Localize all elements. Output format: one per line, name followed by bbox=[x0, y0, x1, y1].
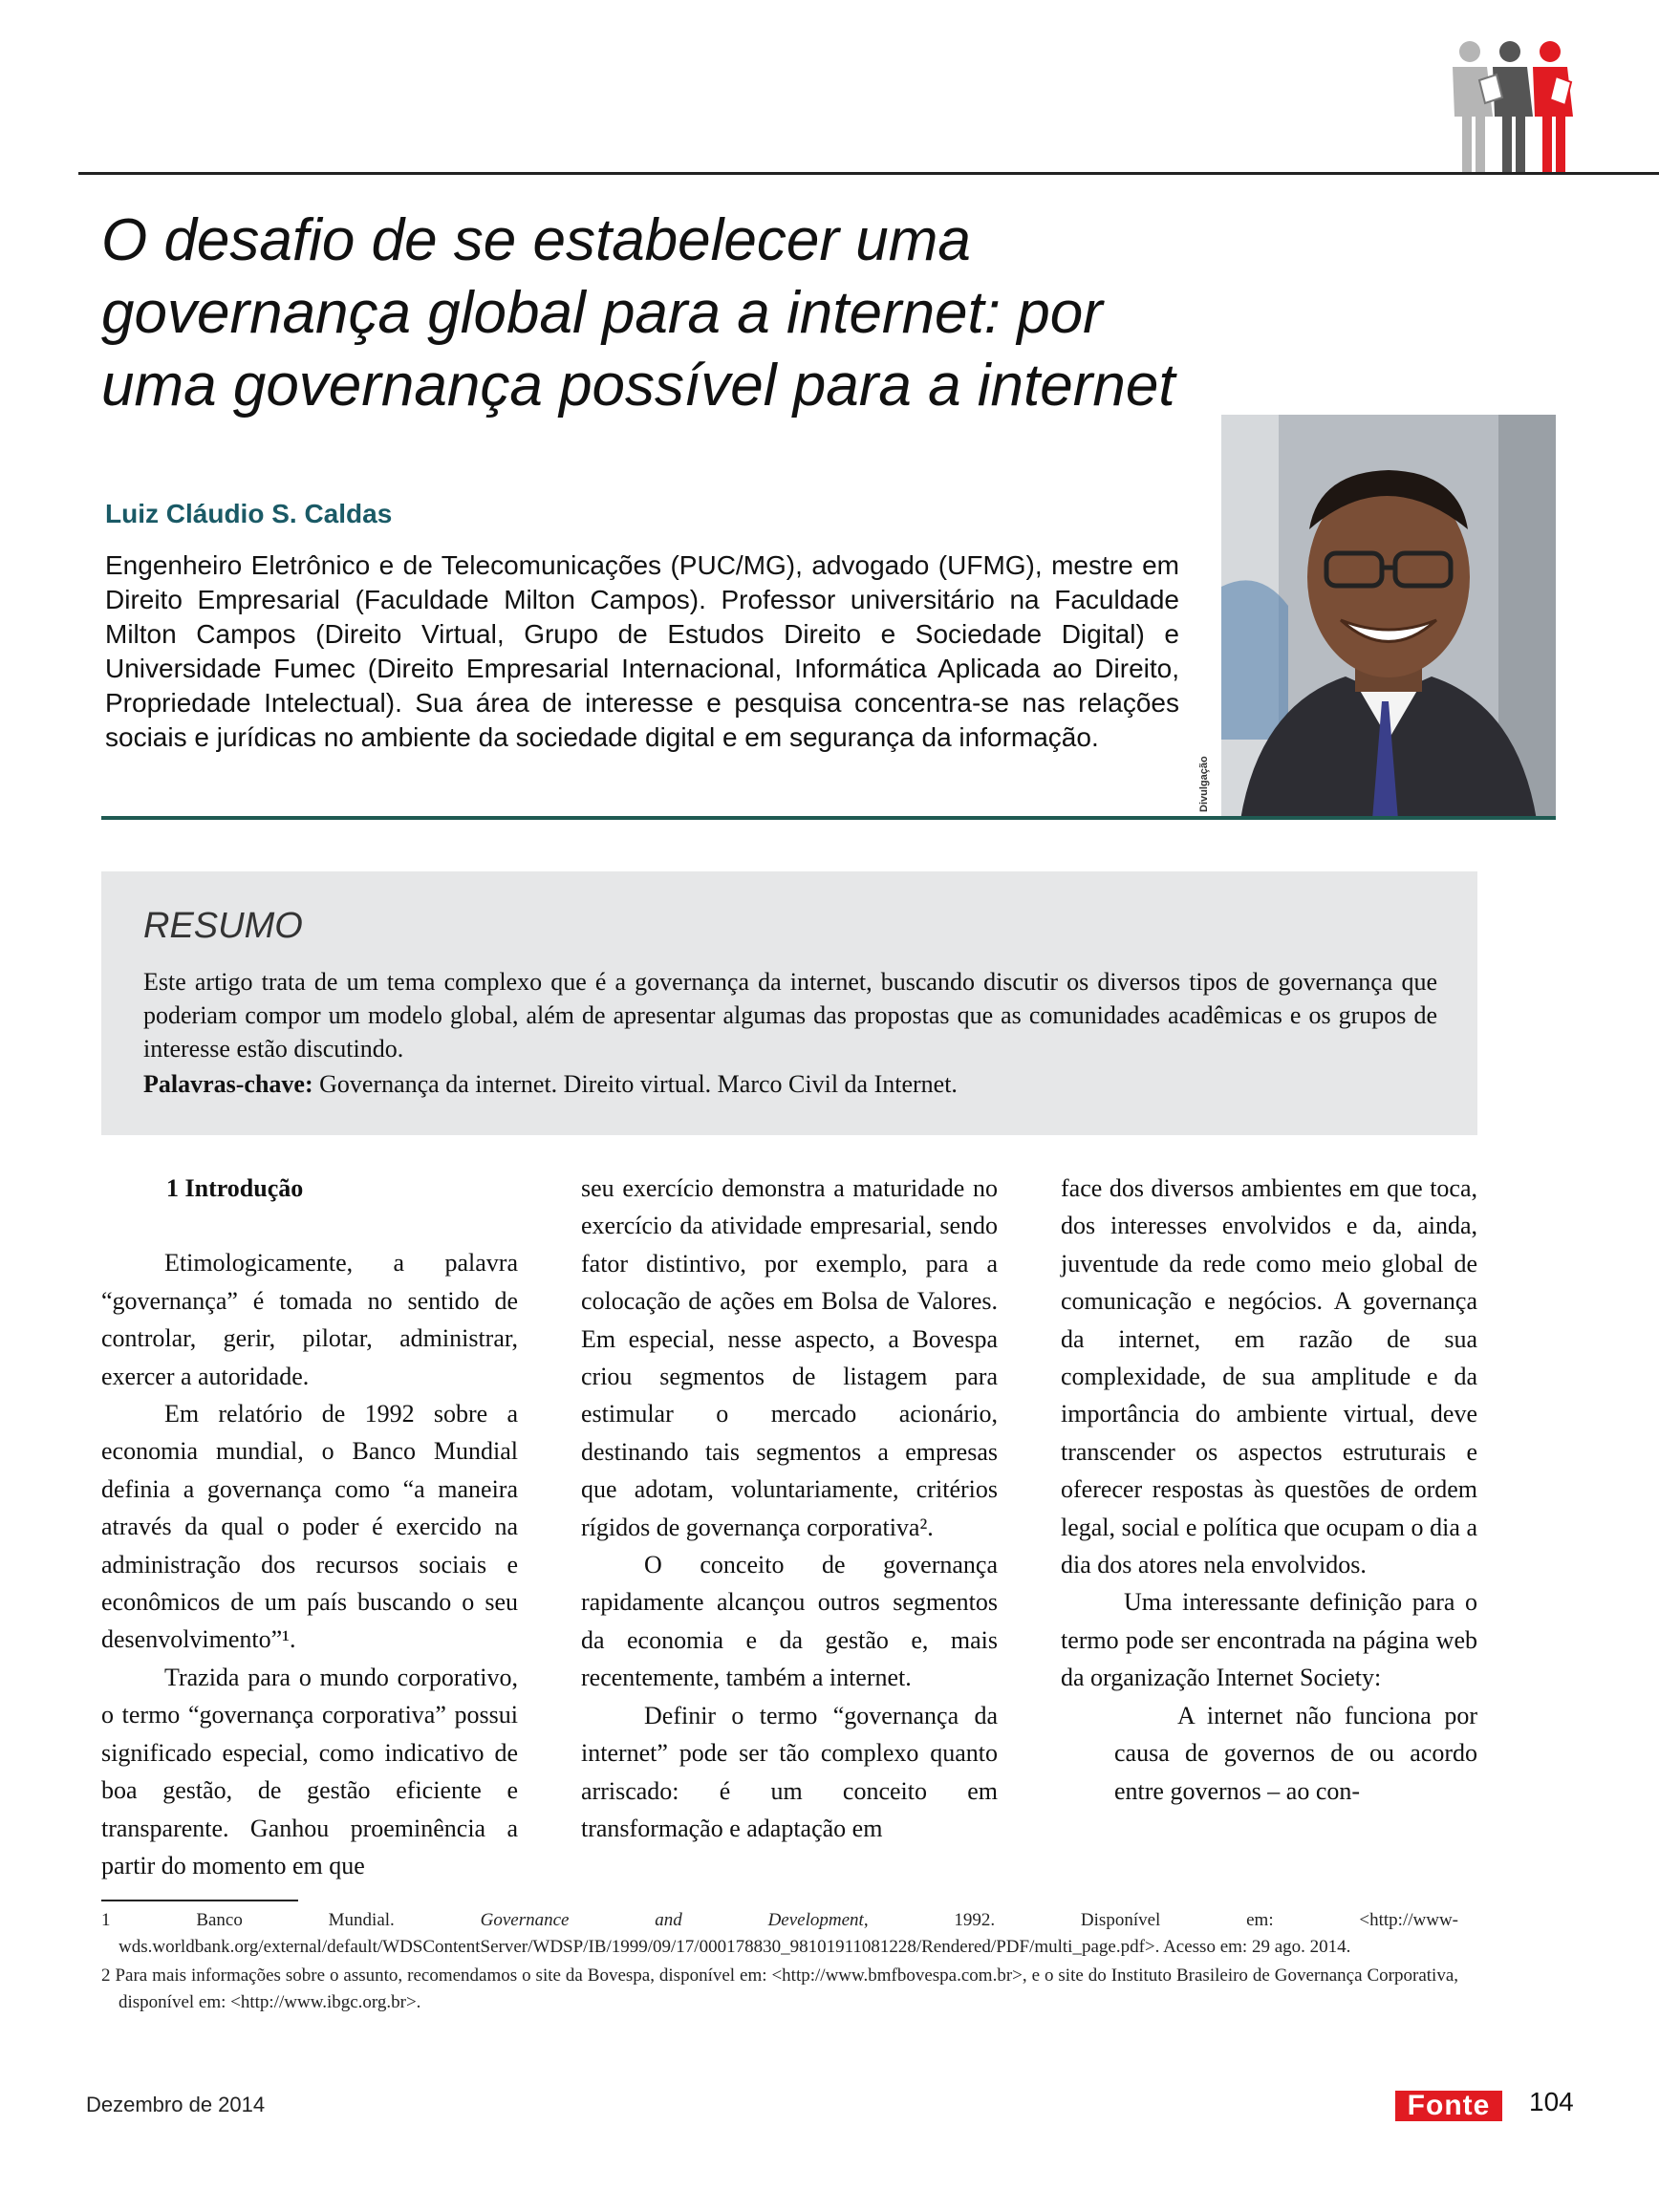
author-bio: Engenheiro Eletrônico e de Telecomunicações (PUC/MG), advogado (UFMG), mestre em Direito Empresarial (Faculdade Milton Campos). Professor universitário na Faculdade Milton Campos (Direito Virtual, Grupo de Estudos Direito e Sociedade Digital) e Universidade Fumec (Direito Empresarial Internacional, Informática Aplicada ao Direito, Propriedade Intelectual). Sua área de interesse e pesquisa concentra-se nas relações sociais e jurídicas no ambiente da sociedade digital e em segurança da informação. bbox=[105, 550, 1179, 752]
paragraph: face dos diversos ambientes em que toca, dos interesses envolvidos e da, ainda, juventude da rede como meio global de comunicação e negócios. A governança da internet, em razão de sua complexidade, de sua amplitude e da importância do ambiente virtual, deve transcender os aspectos estruturais e oferecer respostas às questões de ordem legal, social e política que ocupam o dia a dia dos atores nela envolvidos. bbox=[1061, 1174, 1477, 1579]
body-column-1 bbox=[101, 1170, 518, 1884]
fonte-logo: Fonte bbox=[1393, 2089, 1504, 2123]
paragraph: Em relatório de 1992 sobre a economia mundial, o Banco Mundial definia a governança como “a maneira através da qual o poder é exercido na administração dos recursos sociais e econômicos de um país buscando o seu desenvolvimento”¹. bbox=[101, 1400, 518, 1654]
header-rule bbox=[78, 172, 1659, 175]
paragraph: Uma interessante definição para o termo pode ser encontrada na página web da organização Internet Society: bbox=[1061, 1588, 1477, 1692]
photo-credit: Divulgação bbox=[1198, 756, 1210, 812]
block-quote: A internet não funciona por causa de governos de ou acordo entre governos – ao con- bbox=[1114, 1701, 1477, 1805]
page-number: 104 bbox=[1529, 2087, 1574, 2116]
paragraph: seu exercício demonstra a maturidade no exercício da atividade empresarial, sendo fator distintivo, por exemplo, para a colocação de ações em Bolsa de Valores. Em especial, nesse aspecto, a Bovespa criou segmentos de listagem para estimular o mercado acionário, destinando tais segmentos a empresas que adotam, voluntariamente, critérios rígidos de governança corporativa². bbox=[581, 1174, 998, 1541]
paragraph: Etimologicamente, a palavra “governança” é tomada no sentido de controlar, gerir, pilotar, administrar, exercer a autoridade. bbox=[101, 1249, 518, 1390]
abstract-heading: RESUMO bbox=[143, 906, 303, 946]
abstract-text: Este artigo trata de um tema complexo que é a governança da internet, buscando discutir os diversos tipos de governança que poderiam compor um modelo global, além de apresentar algumas das propostas que as comunidades acadêmicas e os grupos de interesse estão discutindo. bbox=[143, 968, 1437, 1063]
footnote-1: 1 Banco Mundial. Governance and Development, 1992. Disponível em: <http://www-wds.worldbank.org/external/default/WDSContentServer/WDSP/IB/1999/09/17/000178830_98101911081228/Rendered/PDF/multi_page.pdf>. Acesso em: 29 ago. 2014. bbox=[101, 1910, 1459, 1957]
author-portrait-illustration bbox=[1221, 415, 1556, 820]
paragraph: Definir o termo “governança da internet” pode ser tão complexo quanto arriscado: é um conceito em transformação e adaptação em bbox=[581, 1701, 998, 1842]
paragraph: O conceito de governança rapidamente alcançou outros segmentos da economia e da gestão e, mais recentemente, também a internet. bbox=[581, 1551, 998, 1692]
keywords bbox=[143, 1067, 1437, 1101]
author-section-rule bbox=[101, 816, 1556, 820]
people-group-icon bbox=[1441, 38, 1584, 174]
author-name: Luiz Cláudio S. Caldas bbox=[105, 499, 393, 528]
footnote-2: 2 Para mais informações sobre o assunto, recomendamos o site da Bovespa, disponível em: <http://www.bmfbovespa.com.br>, e o site do Instituto Brasileiro de Governança Corporativa, disponível em: <http://www.ibgc.org.br>. bbox=[101, 1965, 1458, 2012]
body-column-2 bbox=[581, 1170, 998, 1847]
footnote-rule bbox=[101, 1900, 298, 1901]
keywords-list: Governança da internet. Direito virtual. Marco Civil da Internet. bbox=[319, 1070, 958, 1098]
footnotes bbox=[101, 1907, 1458, 2018]
body-column-3 bbox=[1061, 1170, 1477, 1810]
footer-date: Dezembro de 2014 bbox=[86, 2093, 266, 2116]
author-photo bbox=[1221, 415, 1556, 820]
keywords-label: Palavras-chave: bbox=[143, 1070, 313, 1098]
paragraph: Trazida para o mundo corporativo, o termo “governança corporativa” possui significado especial, como indicativo de boa gestão, de gestão eficiente e transparente. Ganhou proeminência a partir do momento em que bbox=[101, 1663, 518, 1879]
article-title: O desafio de se estabelecer uma governança global para a internet: por uma governança possível para a internet bbox=[101, 207, 1175, 419]
section-heading: 1 Introdução bbox=[166, 1174, 304, 1202]
